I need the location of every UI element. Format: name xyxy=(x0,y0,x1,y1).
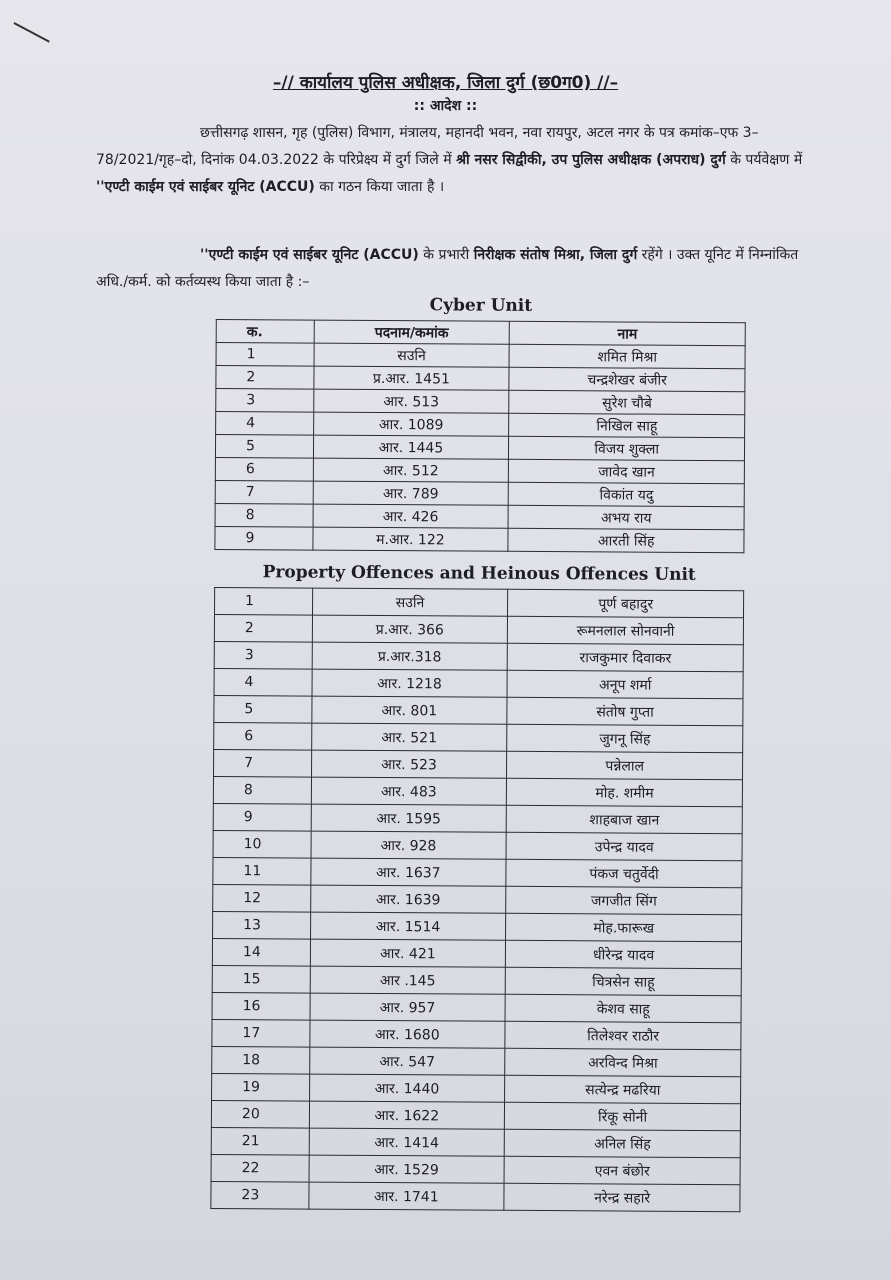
serial-cell: 23 xyxy=(211,1181,309,1209)
rank-cell: आर. 512 xyxy=(313,458,509,482)
name-cell: सत्येन्द्र मढरिया xyxy=(505,1075,741,1103)
serial-cell: 2 xyxy=(216,366,314,390)
para2-incharge: निरीक्षक संतोष मिश्रा, जिला दुर्ग xyxy=(473,247,638,263)
table-row xyxy=(215,480,744,506)
name-cell: शाहबाज खान xyxy=(506,805,742,833)
table-row xyxy=(212,1046,741,1076)
name-cell: निखिल साहू xyxy=(509,413,745,437)
serial-cell: 15 xyxy=(212,965,310,993)
name-cell: पूर्ण बहादुर xyxy=(508,589,744,617)
name-cell: रिंकू सोनी xyxy=(505,1102,741,1130)
rank-cell: आर. 483 xyxy=(311,777,507,805)
cyber-unit-table xyxy=(214,319,745,553)
table-row xyxy=(215,526,744,552)
name-cell: शमित मिश्रा xyxy=(509,344,745,368)
serial-cell: 6 xyxy=(214,722,312,750)
rank-cell: आर. 1637 xyxy=(310,858,506,886)
table-row xyxy=(216,343,745,369)
name-cell: केशव साहू xyxy=(505,994,741,1022)
table-row xyxy=(212,1073,741,1103)
para1-officer: श्री नसर सिद्वीकी, उप पुलिस अधीक्षक (अपराध) दुर्ग xyxy=(456,152,726,168)
rank-cell: आर. 1218 xyxy=(312,669,508,697)
staff-table-block xyxy=(210,287,746,1234)
serial-cell: 19 xyxy=(212,1073,310,1101)
table-row xyxy=(212,938,741,968)
table-row xyxy=(213,830,742,860)
table-row xyxy=(213,803,742,833)
serial-cell: 2 xyxy=(214,614,312,642)
rank-cell: आर. 1622 xyxy=(309,1101,505,1129)
para2-text: रहेंगे । उक्त यूनिट में निम्नांकित अधि./कर्म. को कर्तव्यस्थ किया जाता है :– xyxy=(96,247,799,290)
name-cell: विकांत यदु xyxy=(509,482,745,506)
name-cell: आरती सिंह xyxy=(508,528,744,552)
serial-cell: 3 xyxy=(214,641,312,669)
rank-cell: आर. 513 xyxy=(313,389,509,413)
table-row xyxy=(213,857,742,887)
office-title: –// कार्यालय पुलिस अधीक्षक, जिला दुर्ग (छ0ग0) //– xyxy=(272,73,619,93)
table-row xyxy=(214,695,743,725)
rank-cell: सउनि xyxy=(312,588,508,616)
rank-cell: आर .145 xyxy=(310,966,506,994)
name-cell: चन्द्रशेखर बंजीर xyxy=(509,367,745,391)
rank-cell: आर. 1529 xyxy=(309,1155,505,1183)
table-row xyxy=(212,965,741,995)
rank-cell: आर. 801 xyxy=(311,696,507,724)
rank-cell: प्र.आर. 1451 xyxy=(313,366,509,390)
para1-text: छत्तीसगढ़ शासन, गृह (पुलिस) विभाग, मंत्रालय, महानदी भवन, नवा रायपुर, अटल नगर के पत्र कमांक–एफ 3–78/2021/गृह–दो, दिनांक 04.03.2022 के परिप्रेक्ष्य में दुर्ग जिले में xyxy=(96,125,759,168)
table-row xyxy=(211,1154,740,1184)
table-row xyxy=(215,503,744,529)
serial-cell: 4 xyxy=(216,412,314,436)
serial-cell: 16 xyxy=(212,992,310,1020)
table-row xyxy=(216,366,745,392)
name-cell: तिलेश्वर राठौर xyxy=(505,1021,741,1049)
name-cell: उपेन्द्र यादव xyxy=(506,832,742,860)
serial-cell: 9 xyxy=(215,526,313,550)
serial-cell: 8 xyxy=(213,776,311,804)
name-header: नाम xyxy=(510,321,746,345)
table-row xyxy=(214,614,743,644)
rank-cell: आर. 1445 xyxy=(313,435,509,459)
serial-cell: 7 xyxy=(215,480,313,504)
name-cell: जगजीत सिंग xyxy=(506,886,742,914)
rank-cell: आर. 928 xyxy=(311,831,507,859)
pen-mark xyxy=(14,22,50,43)
rank-cell: आर. 1440 xyxy=(309,1074,505,1102)
table-row xyxy=(214,722,743,752)
name-cell: पन्नेलाल xyxy=(507,751,743,779)
name-cell: नरेन्द्र सहारे xyxy=(504,1183,740,1211)
rank-cell: आर. 1089 xyxy=(313,412,509,436)
property-unit-title: Property Offences and Heinous Offences Unit xyxy=(262,562,696,585)
name-cell: अनिल सिंह xyxy=(505,1129,741,1157)
para1-unit-name: ''एण्टी काईम एवं साईबर यूनिट (ACCU) xyxy=(96,179,315,195)
table-header-row xyxy=(216,320,745,346)
serial-header: क. xyxy=(216,320,314,344)
rank-cell: आर. 1741 xyxy=(308,1182,504,1210)
table-row xyxy=(216,412,745,438)
serial-cell: 20 xyxy=(211,1100,309,1128)
table-row xyxy=(214,587,743,617)
table-row xyxy=(216,389,745,415)
order-heading: :: आदेश :: xyxy=(413,98,478,114)
name-cell: सुरेश चौबे xyxy=(509,390,745,414)
serial-cell: 1 xyxy=(214,587,312,615)
table-row xyxy=(213,911,742,941)
serial-cell: 5 xyxy=(215,435,313,459)
rank-cell: आर. 1639 xyxy=(310,885,506,913)
rank-cell: आर. 1680 xyxy=(309,1020,505,1048)
table-row xyxy=(212,992,741,1022)
rank-cell: प्र.आर.318 xyxy=(312,642,508,670)
rank-cell: आर. 421 xyxy=(310,939,506,967)
serial-cell: 1 xyxy=(216,343,314,367)
table-row xyxy=(214,749,743,779)
name-cell: अभय राय xyxy=(508,505,744,529)
name-cell: मोह. शमीम xyxy=(507,778,743,806)
name-cell: अरविन्द मिश्रा xyxy=(505,1048,741,1076)
table-row xyxy=(213,884,742,914)
serial-cell: 11 xyxy=(213,857,311,885)
rank-cell: प्र.आर. 366 xyxy=(312,615,508,643)
serial-cell: 6 xyxy=(215,457,313,481)
rank-cell: आर. 1595 xyxy=(311,804,507,832)
table-row xyxy=(213,776,742,806)
name-cell: अनूप शर्मा xyxy=(507,670,743,698)
para2-unit-name: ''एण्टी काईम एवं साईबर यूनिट (ACCU) xyxy=(200,247,419,263)
rank-cell: आर. 523 xyxy=(311,750,507,778)
rank-cell: आर. 1514 xyxy=(310,912,506,940)
serial-cell: 10 xyxy=(213,830,311,858)
table-row xyxy=(214,641,743,671)
serial-cell: 13 xyxy=(213,911,311,939)
rank-cell: आर. 957 xyxy=(310,993,506,1021)
name-cell: राजकुमार दिवाकर xyxy=(507,643,743,671)
para1-text: का गठन किया जाता है । xyxy=(314,179,445,195)
table-row xyxy=(211,1181,740,1211)
serial-cell: 22 xyxy=(211,1154,309,1182)
name-cell: धीरेन्द्र यादव xyxy=(506,940,742,968)
name-cell: जुगनू सिंह xyxy=(507,724,743,752)
name-cell: विजय शुक्ला xyxy=(509,436,745,460)
name-cell: रूमनलाल सोनवानी xyxy=(508,616,744,644)
serial-cell: 14 xyxy=(212,938,310,966)
para1-text: के पर्यवेक्षण में xyxy=(725,152,803,168)
name-cell: पंकज चतुर्वेदी xyxy=(506,859,742,887)
rank-cell: आर. 521 xyxy=(311,723,507,751)
serial-cell: 3 xyxy=(216,389,314,413)
name-cell: मोह.फारूख xyxy=(506,913,742,941)
serial-cell: 4 xyxy=(214,668,312,696)
rank-cell: आर. 426 xyxy=(313,504,509,528)
cyber-unit-title: Cyber Unit xyxy=(429,295,533,316)
table-row xyxy=(211,1127,740,1157)
name-cell: संतोष गुप्ता xyxy=(507,697,743,725)
table-row xyxy=(211,1100,740,1130)
rank-header: पदनाम/कमांक xyxy=(314,320,510,344)
serial-cell: 7 xyxy=(214,749,312,777)
rank-cell: आर. 789 xyxy=(313,481,509,505)
property-unit-table xyxy=(210,587,744,1212)
order-paragraph-1 xyxy=(96,120,816,201)
name-cell: चित्रसेन साहू xyxy=(505,967,741,995)
serial-cell: 12 xyxy=(213,884,311,912)
rank-cell: म.आर. 122 xyxy=(312,527,508,551)
rank-cell: सउनि xyxy=(314,343,510,367)
serial-cell: 8 xyxy=(215,503,313,527)
rank-cell: आर. 1414 xyxy=(309,1128,505,1156)
serial-cell: 21 xyxy=(211,1127,309,1155)
table-row xyxy=(212,1019,741,1049)
rank-cell: आर. 547 xyxy=(309,1047,505,1075)
serial-cell: 18 xyxy=(212,1046,310,1074)
name-cell: एवन बंछोर xyxy=(504,1156,740,1184)
name-cell: जावेद खान xyxy=(509,459,745,483)
serial-cell: 17 xyxy=(212,1019,310,1047)
table-row xyxy=(214,668,743,698)
para2-text: के प्रभारी xyxy=(418,247,474,263)
table-row xyxy=(215,435,744,461)
serial-cell: 5 xyxy=(214,695,312,723)
table-row xyxy=(215,457,744,483)
serial-cell: 9 xyxy=(213,803,311,831)
